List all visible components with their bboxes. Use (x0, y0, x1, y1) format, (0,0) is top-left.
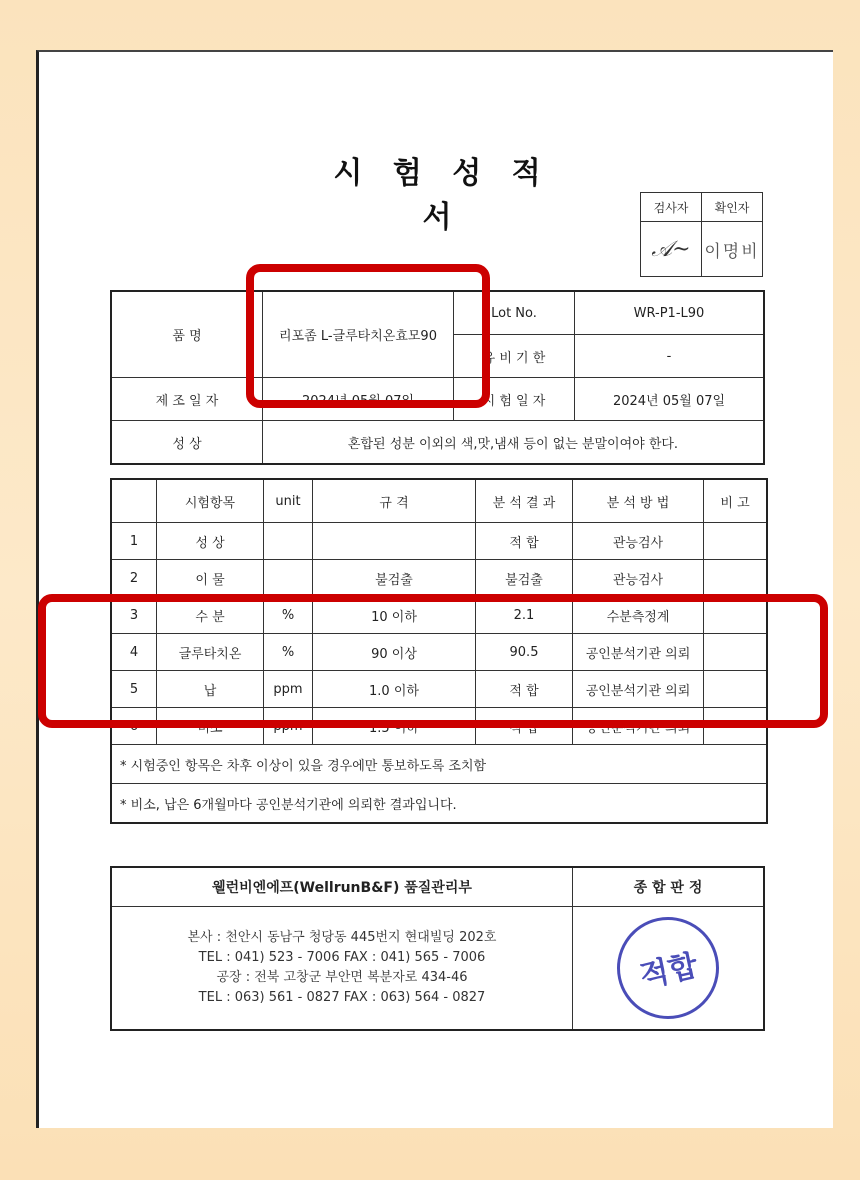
result: 적 합 (476, 671, 573, 708)
remarks (704, 523, 768, 560)
mfg-date-value: 2024년 05월 07일 (263, 378, 454, 421)
header-cell: 시험항목 (157, 479, 264, 523)
address-line: 본사 : 천안시 동남구 청당동 445번지 현대빌딩 202호 (187, 930, 497, 945)
spec: 불검출 (313, 560, 476, 597)
test-item: 글루타치온 (157, 634, 264, 671)
test-item: 수 분 (157, 597, 264, 634)
row-number: 3 (111, 597, 157, 634)
pass-stamp: 적합 (608, 908, 729, 1029)
note-1: * 시험중인 항목은 차후 이상이 있을 경우에만 통보하도록 조치함 (111, 745, 767, 784)
method: 관능검사 (573, 560, 704, 597)
table-row (111, 671, 767, 708)
expiry-label: 유 비 기 한 (454, 335, 575, 378)
remarks (704, 671, 768, 708)
unit (264, 560, 313, 597)
test-date-label: 시 험 일 자 (454, 378, 575, 421)
company-name: 웰런비엔에프(WellrunB&F) 품질관리부 (111, 867, 573, 907)
spec: 90 이상 (313, 634, 476, 671)
method: 수분측정계 (573, 597, 704, 634)
product-value: 리포좀 L-글루타치온효모90 (263, 291, 454, 378)
test-item: 이 물 (157, 560, 264, 597)
row-number: 6 (111, 708, 157, 745)
company-address (111, 907, 573, 1031)
remarks (704, 708, 768, 745)
judgment-cell (573, 907, 765, 1031)
method: 공인분석기관 의뢰 (573, 634, 704, 671)
address-line: 공장 : 전북 고창군 부안면 복분자로 434-46 (216, 970, 468, 985)
footer-table (110, 866, 765, 1031)
test-results-table (110, 478, 768, 824)
approver-label: 확인자 (702, 193, 763, 222)
expiry-value: - (575, 335, 765, 378)
table-row (111, 560, 767, 597)
table-row (111, 634, 767, 671)
address-line: TEL : 063) 561 - 0827 FAX : 063) 564 - 0827 (198, 990, 486, 1005)
remarks (704, 597, 768, 634)
method: 공인분석기관 의뢰 (573, 708, 704, 745)
table-row (111, 523, 767, 560)
row-number: 1 (111, 523, 157, 560)
approver-signature: 이명비 (702, 222, 763, 277)
mfg-date-label: 제 조 일 자 (111, 378, 263, 421)
table-row (111, 708, 767, 745)
unit: % (264, 634, 313, 671)
spec: 1.5 이하 (313, 708, 476, 745)
appearance-value: 혼합된 성분 이외의 색,맛,냄새 등이 없는 분말이여야 한다. (263, 421, 765, 465)
unit: ppm (264, 708, 313, 745)
spec (313, 523, 476, 560)
result: 2.1 (476, 597, 573, 634)
table-row (111, 597, 767, 634)
product-info-table (110, 290, 765, 465)
remarks (704, 634, 768, 671)
row-number: 2 (111, 560, 157, 597)
result: 적 합 (476, 523, 573, 560)
remarks (704, 560, 768, 597)
header-cell: 분 석 방 법 (573, 479, 704, 523)
result: 적 합 (476, 708, 573, 745)
unit: % (264, 597, 313, 634)
note-2: * 비소, 납은 6개월마다 공인분석기관에 의뢰한 결과입니다. (111, 784, 767, 824)
header-cell: 비 고 (704, 479, 768, 523)
test-item: 성 상 (157, 523, 264, 560)
lot-value: WR-P1-L90 (575, 291, 765, 335)
lot-label: Lot No. (454, 291, 575, 335)
document-title: 시 험 성 적 서 (333, 156, 551, 235)
judgment-label: 종 합 판 정 (573, 867, 765, 907)
signature-box (640, 192, 763, 277)
header-cell: unit (264, 479, 313, 523)
result: 불검출 (476, 560, 573, 597)
address-line: TEL : 041) 523 - 7006 FAX : 041) 565 - 7006 (198, 950, 486, 965)
test-item: 납 (157, 671, 264, 708)
product-label: 품 명 (111, 291, 263, 378)
result: 90.5 (476, 634, 573, 671)
spec: 1.0 이하 (313, 671, 476, 708)
table-header-row (111, 479, 767, 523)
test-item: 비소 (157, 708, 264, 745)
row-number: 5 (111, 671, 157, 708)
appearance-label: 성 상 (111, 421, 263, 465)
header-cell: 분 석 결 과 (476, 479, 573, 523)
test-date-value: 2024년 05월 07일 (575, 378, 765, 421)
method: 공인분석기관 의뢰 (573, 671, 704, 708)
header-cell (111, 479, 157, 523)
unit: ppm (264, 671, 313, 708)
unit (264, 523, 313, 560)
spec: 10 이하 (313, 597, 476, 634)
header-cell: 규 격 (313, 479, 476, 523)
inspector-signature: 𝒜~ (641, 222, 702, 277)
row-number: 4 (111, 634, 157, 671)
inspector-label: 검사자 (641, 193, 702, 222)
method: 관능검사 (573, 523, 704, 560)
